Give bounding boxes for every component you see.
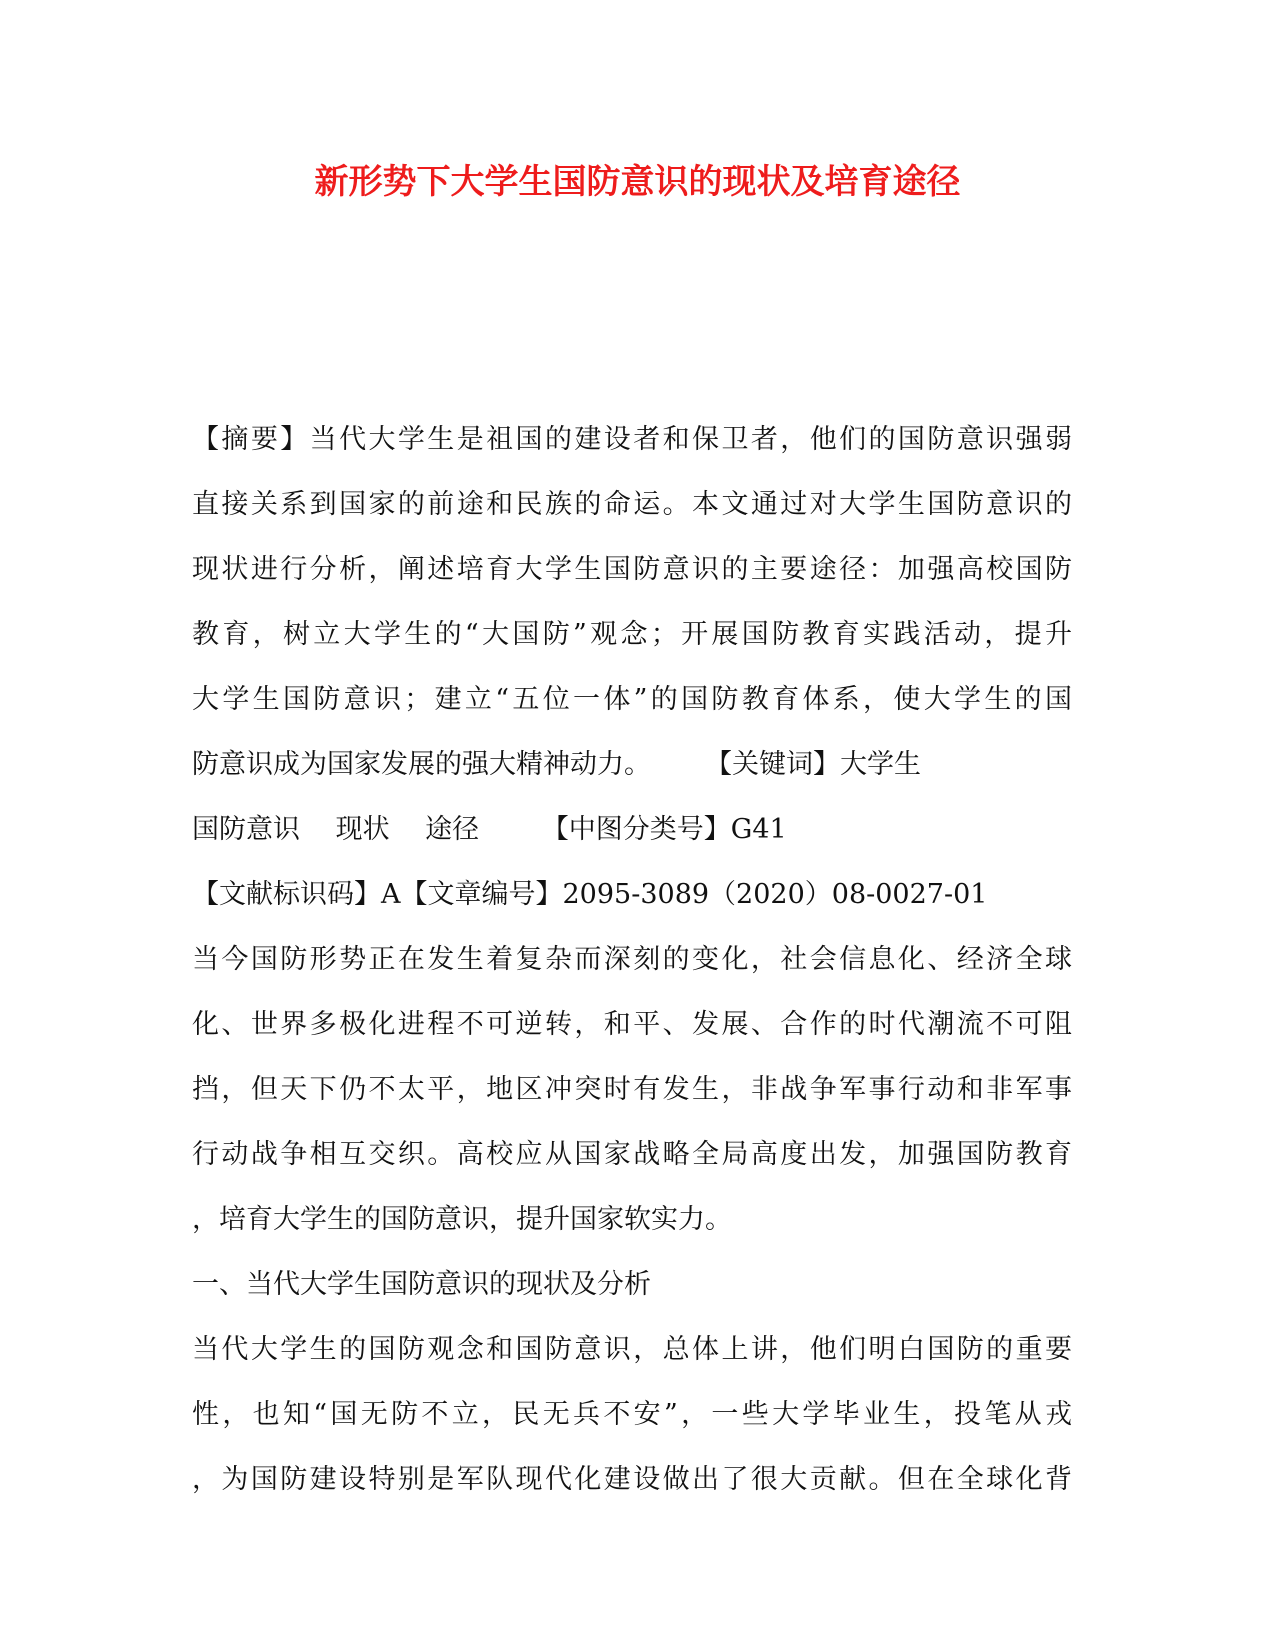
text-line: 大学生国防意识；建立“五位一体”的国防教育体系，使大学生的国 xyxy=(192,684,1072,715)
text-line: 教育，树立大学生的“大国防”观念；开展国防教育实践活动，提升 xyxy=(192,619,1072,650)
section-heading: 一、当代大学生国防意识的现状及分析 xyxy=(192,1269,651,1300)
text-line: 现状进行分析，阐述培育大学生国防意识的主要途径：加强高校国防 xyxy=(192,554,1072,585)
document-title: 新形势下大学生国防意识的现状及培育途径 xyxy=(314,162,961,202)
text-line: 性，也知“国无防不立，民无兵不安”，一些大学毕业生，投笔从戎 xyxy=(192,1399,1072,1430)
text-line: 防意识成为国家发展的强大精神动力。 【关键词】大学生 xyxy=(192,749,921,780)
text-line: 化、世界多极化进程不可逆转，和平、发展、合作的时代潮流不可阻 xyxy=(192,1009,1072,1040)
text-line: ，培育大学生的国防意识，提升国家软实力。 xyxy=(192,1204,732,1235)
text-line: 【摘要】当代大学生是祖国的建设者和保卫者，他们的国防意识强弱 xyxy=(192,424,1072,455)
text-line: 行动战争相互交织。高校应从国家战略全局高度出发，加强国防教育 xyxy=(192,1139,1072,1170)
text-line: 【文献标识码】A【文章编号】2095-3089（2020）08-0027-01 xyxy=(192,879,988,910)
text-line: 当代大学生的国防观念和国防意识，总体上讲，他们明白国防的重要 xyxy=(192,1334,1072,1365)
text-line: 国防意识 现状 途径 【中图分类号】G41 xyxy=(192,814,787,845)
text-line: 当今国防形势正在发生着复杂而深刻的变化，社会信息化、经济全球 xyxy=(192,944,1072,975)
document-body xyxy=(192,407,1072,1512)
text-line: 挡，但天下仍不太平，地区冲突时有发生，非战争军事行动和非军事 xyxy=(192,1074,1072,1105)
text-line: ，为国防建设特别是军队现代化建设做出了很大贡献。但在全球化背 xyxy=(192,1464,1072,1495)
text-line: 直接关系到国家的前途和民族的命运。本文通过对大学生国防意识的 xyxy=(192,489,1072,520)
